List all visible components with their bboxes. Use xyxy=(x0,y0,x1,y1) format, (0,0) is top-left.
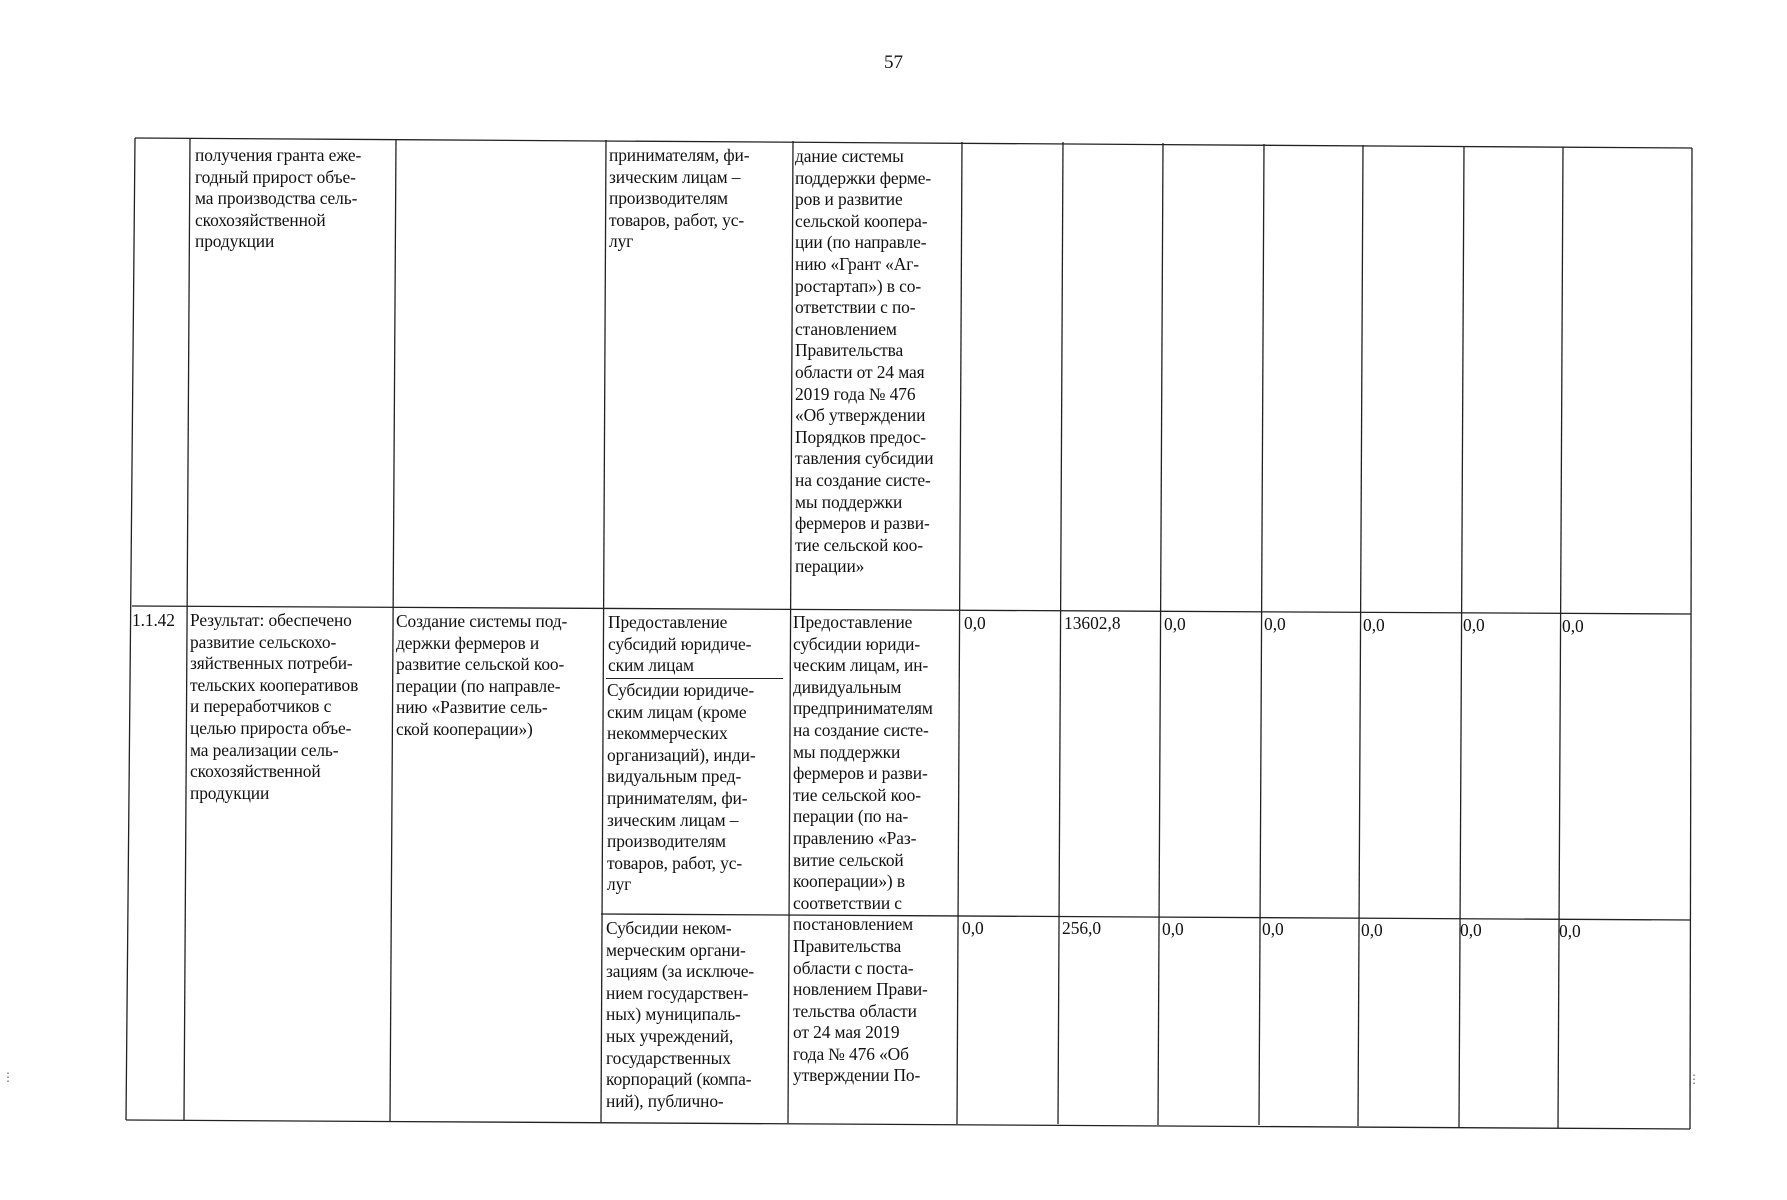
row-measure-text: Создание системы под- держки фермеров и развитие сельской коо- перации (по направле- нию «Развитие сель- ской кооперации») xyxy=(396,611,568,739)
recipients-legal-entities: Субсидии юридиче- ским лицам (кроме некоммерческих организаций), инди- видуальным пред- принимателям, фи- зическим лицам – производителям товаров, работ, ус- луг xyxy=(607,680,756,895)
row-result-text: Результат: обеспечено развитие сельскохо- зяйственных потреби- тельских кооперативов и переработчиков с целью прироста объе- ма реализации сель- скохозяйственной продукции xyxy=(190,610,359,803)
continuation-basis-text: дание системы поддержки ферме- ров и развитие сельской коопера- ции (по направле- нию «Грант «Аг- ростартап») в со- ответствии с по- становлением Правительства области от 24 мая 2019 года № 476 «Об утверждении Порядков предос- тавления субсидии на создание систе- мы поддержки фермеров и разви- тие сельской коо- перации» xyxy=(795,146,934,577)
scan-edge-mark: ⋮ xyxy=(1688,1072,1700,1086)
value-cell: 0,0 xyxy=(1460,920,1482,940)
recipients-divider xyxy=(606,678,783,679)
value-cell: 0,0 xyxy=(1463,615,1485,635)
row-number: 1.1.42 xyxy=(132,610,175,630)
value-cell: 13602,8 xyxy=(1064,613,1121,633)
value-cell: 0,0 xyxy=(1264,614,1286,634)
value-cell: 0,0 xyxy=(1162,919,1184,939)
value-cell: 0,0 xyxy=(1164,614,1186,634)
page-number: 57 xyxy=(884,52,903,73)
value-cell: 0,0 xyxy=(1363,615,1385,635)
value-cell: 0,0 xyxy=(962,918,984,938)
continuation-recipients-text: принимателям, фи- зическим лицам – производителям товаров, работ, ус- луг xyxy=(609,145,750,252)
value-cell: 0,0 xyxy=(1361,920,1383,940)
value-cell: 0,0 xyxy=(964,613,986,633)
value-cell: 0,0 xyxy=(1562,616,1584,636)
recipients-header: Предоставление субсидий юридиче- ским лицам xyxy=(608,612,752,676)
scan-edge-mark: ⋮ xyxy=(2,1070,14,1084)
recipients-nonprofit: Субсидии неком- мерческим органи- зациям (за исключе- нием государствен- ных) муниципаль- ных учреждений, государственных корпораций (компа- ний), публично- xyxy=(606,918,755,1111)
value-cell: 0,0 xyxy=(1262,919,1284,939)
continuation-result-text: получения гранта еже- годный прирост объе- ма производства сель- скохозяйственной продукции xyxy=(195,145,362,252)
value-cell: 256,0 xyxy=(1062,918,1102,938)
row-basis-text: Предоставление субсидии юриди- ческим лицам, ин- дивидуальным предпринимателям на создание систе- мы поддержки фермеров и разви- тие сельской коо- перации (по на- правлению «Раз- витие сельской кооперации») в соответствии с постановлением Правительства области с поста- новлением Прави- тельства области от 24 мая 2019 года № 476 «Об утверждении По- xyxy=(793,612,933,1086)
value-cell: 0,0 xyxy=(1559,921,1581,941)
